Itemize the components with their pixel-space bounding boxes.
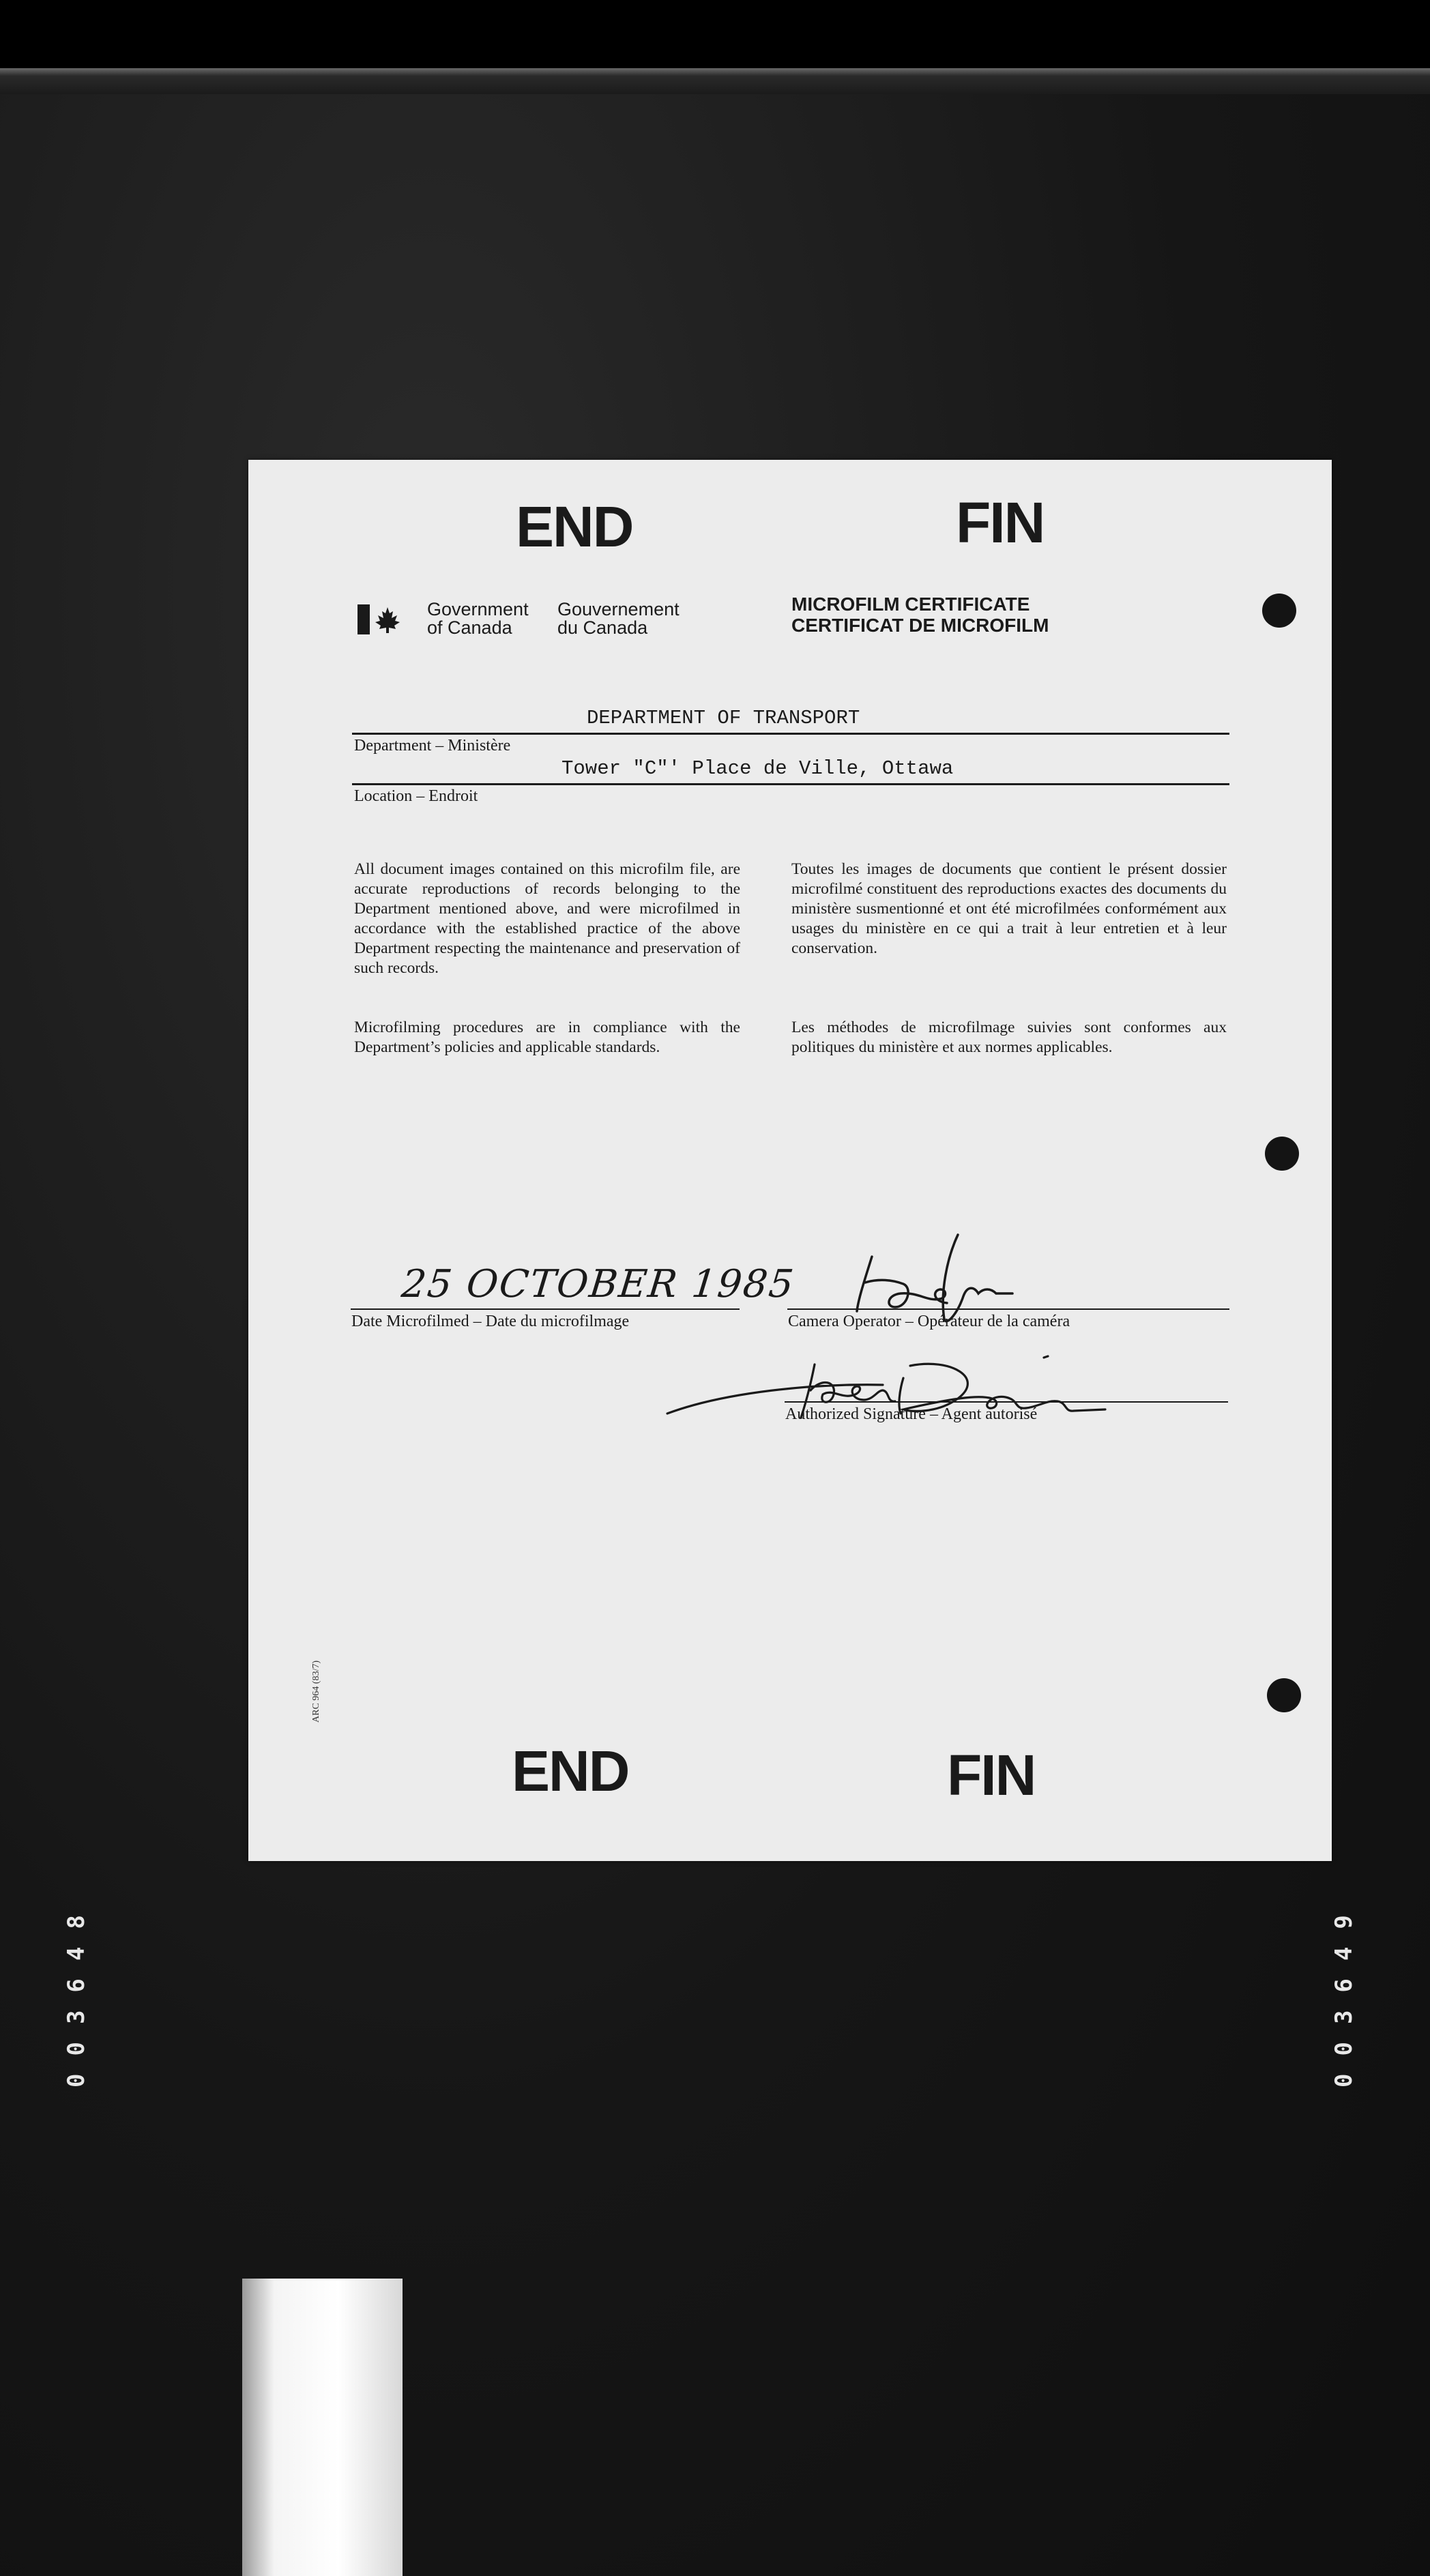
light-streak [242,2279,403,2576]
certificate-title-en: MICROFILM CERTIFICATE [791,594,1030,615]
punch-hole-top [1262,594,1296,628]
camera-operator-rule [787,1308,1229,1310]
department-value: DEPARTMENT OF TRANSPORT [587,707,860,729]
authorized-label: Authorized Signature – Agent autorisé [785,1405,1038,1423]
punch-hole-middle [1265,1137,1299,1171]
punch-hole-bottom [1267,1678,1301,1712]
film-sprocket-edge [0,68,1430,94]
location-value: Tower "C"' Place de Ville, Ottawa [561,757,954,780]
statement-fr: Toutes les images de documents que contient le présent dossier microfilmé constituent des reproductions exactes des documents du ministère susmentionné et ont été microfilmées conformément aux usages du ministère en ce qui a trait à leur entretien et à leur conservation. [791,860,1227,957]
department-rule [352,733,1229,735]
footer-fin: FIN [947,1743,1036,1807]
compliance-en: Microfilming procedures are in compliance with the Department’s policies and applicable standards. [354,1019,740,1056]
statement-en: All document images contained on this microfilm file, are accurate reproductions of records belonging to the Department mentioned above, and were microfilmed in accordance with the established practice of the above Department respecting the maintenance and preservation of such records. [354,860,740,977]
government-en-line-2: of Canada [427,617,512,638]
government-en-line-1: Government [427,599,529,619]
canada-flag-icon [358,604,405,634]
certificate-title-fr: CERTIFICAT DE MICROFILM [791,615,1049,636]
film-top-border [0,0,1430,68]
microfilm-certificate-page [248,460,1332,1861]
government-fr-line-2: du Canada [557,617,648,638]
certificate-title [791,594,1049,636]
date-label: Date Microfilmed – Date du microfilmage [351,1313,630,1330]
footer-end: END [512,1739,629,1803]
government-en [427,600,529,637]
location-rule [352,783,1229,785]
frame-number-right: 003649 [1330,1897,1358,2088]
authorized-rule [785,1401,1228,1403]
heading-fin: FIN [956,491,1045,555]
heading-end: END [516,495,633,559]
department-label: Department – Ministère [354,737,511,755]
government-fr [557,600,680,637]
date-rule [351,1308,740,1310]
government-fr-line-1: Gouvernement [557,599,680,619]
date-microfilmed-value: 25 OCTOBER 1985 [399,1262,798,1306]
form-code: ARC 964 (83/7) [311,1660,321,1723]
compliance-fr: Les méthodes de microfilmage suivies sont conformes aux politiques du ministère et aux normes applicables. [791,1019,1227,1056]
camera-operator-label: Camera Operator – Opérateur de la caméra [788,1313,1070,1330]
frame-number-left: 003648 [63,1897,90,2088]
location-label: Location – Endroit [354,787,478,805]
